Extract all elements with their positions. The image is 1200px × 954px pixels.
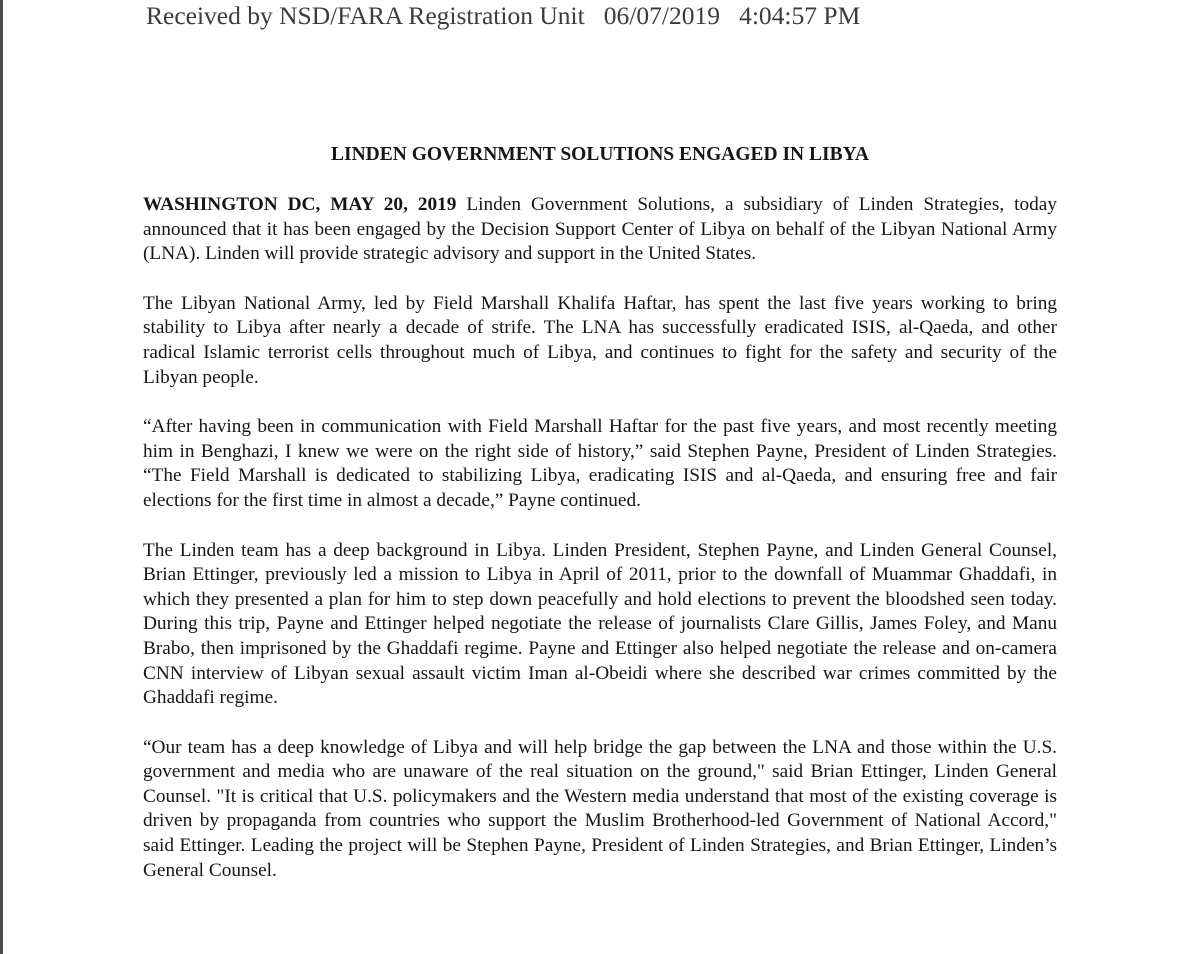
paragraph-1: [143, 193, 1057, 267]
paragraph-4: The Linden team has a deep background in Libya. Linden President, Stephen Payne, and Linden General Counsel, Brian Ettinger, previously led a mission to Libya in April of 2011, prior to the downfall of Muammar Ghaddafi, in which they presented a plan for him to step down peacefully and hold elections to prevent the bloodshed seen today. During this trip, Payne and Ettinger helped negotiate the release of journalists Clare Gillis, James Foley, and Manu Brabo, then imprisoned by the Ghaddafi regime. Payne and Ettinger also helped negotiate the release and on-camera CNN interview of Libyan sexual assault victim Iman al-Obeidi where she described war crimes committed by the Ghaddafi regime.: [143, 539, 1057, 709]
paragraph-1-text: Linden Government Solutions, a subsidiary of Linden Strategies, today announced that it has been engaged by the Decision Support Center of Libya on behalf of the Libyan National Army (LNA). Linden will provide strategic advisory and support in the United States.: [143, 194, 1057, 265]
paragraph-3: “After having been in communication with Field Marshall Haftar for the past five years, and most recently meeting him in Benghazi, I knew we were on the right side of history,” said Stephen Payne, President of Linden Strategies. “The Field Marshall is dedicated to stabilizing Libya, eradicating ISIS and al-Qaeda, and ensuring free and fair elections for the first time in almost a decade,” Payne continued.: [143, 416, 1057, 511]
paragraph-2: The Libyan National Army, led by Field Marshall Khalifa Haftar, has spent the last five years working to bring stability to Libya after nearly a decade of strife. The LNA has successfully eradicated ISIS, al-Qaeda, and other radical Islamic terrorist cells throughout much of Libya, and continues to fight for the safety and security of the Libyan people.: [143, 292, 1057, 388]
press-release-title: LINDEN GOVERNMENT SOLUTIONS ENGAGED IN LIBYA: [331, 144, 869, 165]
paragraph-5: “Our team has a deep knowledge of Libya and will help bridge the gap between the LNA and those within the U.S. government and media who are unaware of the real situation on the ground," said Brian Ettinger, Linden General Counsel. "It is critical that U.S. policymakers and the Western media understand that most of the existing coverage is driven by propaganda from countries who support the Muslim Brotherhood-led Government of National Accord," said Ettinger. Leading the project will be Stephen Payne, President of Linden Strategies, and Brian Ettinger, Linden’s General Counsel.: [143, 736, 1057, 881]
dateline: WASHINGTON DC, MAY 20, 2019: [143, 194, 457, 215]
registration-stamp: Received by NSD/FARA Registration Unit 06/07/2019 4:04:57 PM: [146, 1, 861, 30]
press-release-body: [143, 193, 1057, 908]
